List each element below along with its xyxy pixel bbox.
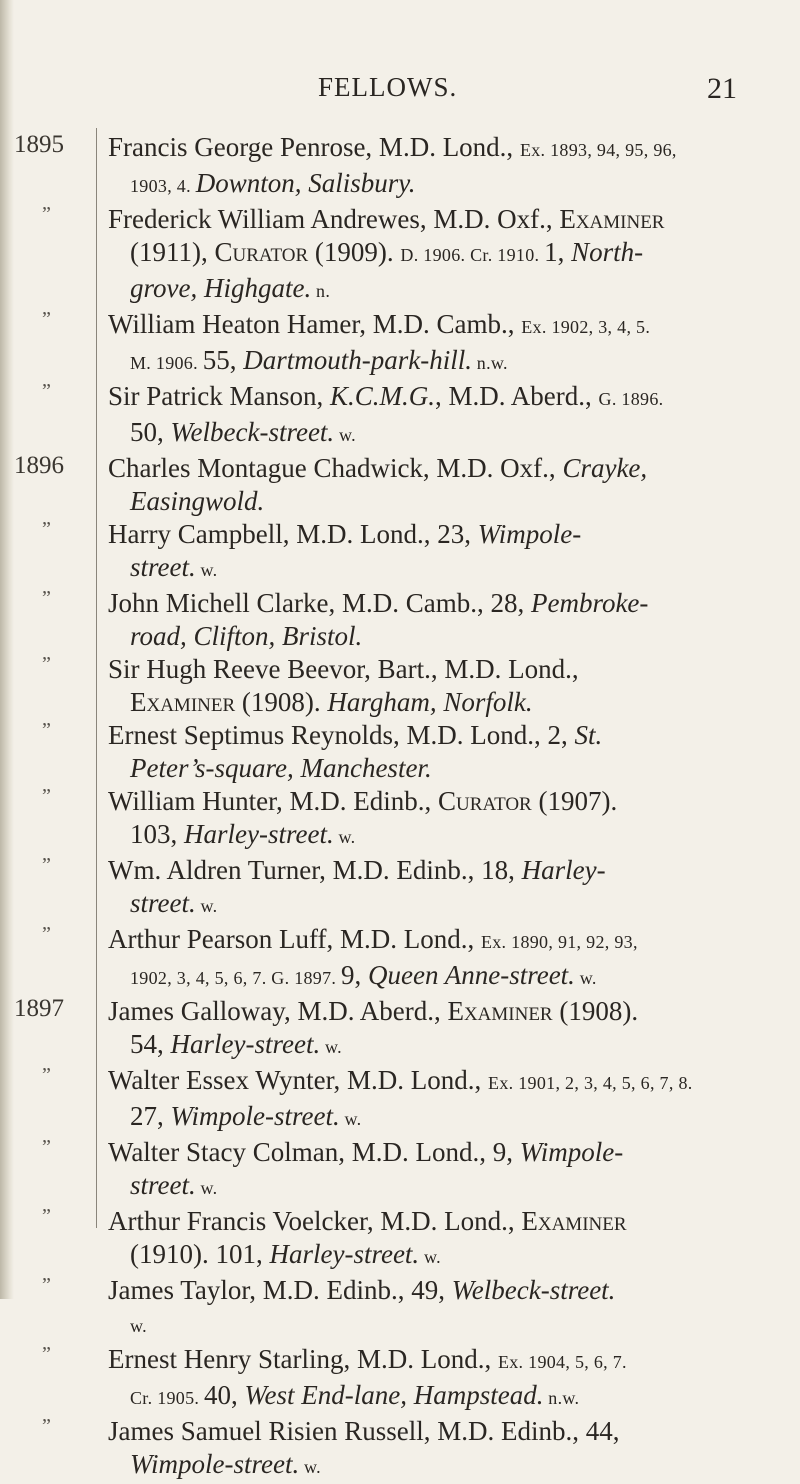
ditto-mark: ” (42, 308, 51, 330)
fellow-entry (0, 1205, 800, 1274)
entry-text: Harry Campbell, M.D. Lond., 23, Wimpole- street. w. (108, 519, 582, 582)
fellow-entry (0, 923, 800, 995)
entry-text: William Hunter, M.D. Edinb., Curator (1907). 103, Harley-street. w. (108, 786, 618, 849)
ditto-mark: ” (42, 1274, 51, 1296)
fellow-entry (0, 1136, 800, 1205)
ditto-mark: ” (42, 587, 51, 609)
ditto-mark: ” (42, 380, 51, 402)
entry-text: Walter Stacy Colman, M.D. Lond., 9, Wimpole- street. w. (108, 1137, 624, 1200)
entry-text: Frederick William Andrewes, M.D. Oxf., Examiner (1911), Curator (1909). D. 1906. Cr. 1910. 1, North- grove, Highgate. n. (108, 204, 665, 303)
entry-text: Ernest Septimus Reynolds, M.D. Lond., 2, St. Peter’s-square, Manchester. (108, 720, 603, 783)
fellow-entry (0, 1274, 800, 1343)
ditto-mark: ” (42, 1136, 51, 1158)
fellow-entry (0, 1343, 800, 1415)
ditto-mark: ” (42, 719, 51, 741)
fellow-entry (0, 719, 800, 785)
ditto-mark: ” (42, 1415, 51, 1437)
election-year: 1897 (14, 995, 64, 1022)
ditto-mark: ” (42, 785, 51, 807)
fellow-entry (0, 380, 800, 452)
fellow-entry (0, 452, 800, 518)
election-year: 1895 (14, 131, 64, 158)
ditto-mark: ” (42, 518, 51, 540)
entry-text: Sir Patrick Manson, K.C.M.G., M.D. Aberd., G. 1896. 50, Welbeck-street. w. (108, 381, 664, 447)
entry-text: Ernest Henry Starling, M.D. Lond., Ex. 1904, 5, 6, 7. Cr. 1905. 40, West End-lane, Hampstead. n.w. (108, 1344, 627, 1410)
fellow-entry (0, 1064, 800, 1136)
fellow-entry (0, 1415, 800, 1484)
entry-text: James Taylor, M.D. Edinb., 49, Welbeck-street. w. (108, 1275, 616, 1336)
entry-text: John Michell Clarke, M.D. Camb., 28, Pembroke- road, Clifton, Bristol. (108, 588, 649, 651)
entry-text: Walter Essex Wynter, M.D. Lond., Ex. 1901, 2, 3, 4, 5, 6, 7, 8. 27, Wimpole-street. w. (108, 1065, 693, 1131)
ditto-mark: ” (42, 1064, 51, 1086)
entry-text: James Galloway, M.D. Aberd., Examiner (1908). 54, Harley-street. w. (108, 996, 639, 1059)
fellows-list (0, 131, 800, 1484)
fellow-entry (0, 995, 800, 1064)
running-title: FELLOWS. (318, 72, 458, 102)
ditto-mark: ” (42, 1205, 51, 1227)
fellow-entry (0, 131, 800, 203)
ditto-mark: ” (42, 203, 51, 225)
fellow-entry (0, 653, 800, 719)
fellow-entry (0, 518, 800, 587)
page-header (0, 72, 800, 112)
ditto-mark: ” (42, 923, 51, 945)
entry-text: Wm. Aldren Turner, M.D. Edinb., 18, Harley- street. w. (108, 855, 606, 918)
entry-text: William Heaton Hamer, M.D. Camb., Ex. 1902, 3, 4, 5. M. 1906. 55, Dartmouth-park-hill. n.w. (108, 309, 651, 375)
ditto-mark: ” (42, 1343, 51, 1365)
fellow-entry (0, 785, 800, 854)
ditto-mark: ” (42, 854, 51, 876)
entry-text: Francis George Penrose, M.D. Lond., Ex. 1893, 94, 95, 96, 1903, 4. Downton, Salisbury. (108, 132, 677, 198)
fellow-entry (0, 587, 800, 653)
entry-text: Charles Montague Chadwick, M.D. Oxf., Crayke, Easingwold. (108, 453, 648, 516)
fellow-entry (0, 854, 800, 923)
fellow-entry (0, 203, 800, 308)
page-number: 21 (707, 72, 737, 105)
entry-text: Arthur Pearson Luff, M.D. Lond., Ex. 1890, 91, 92, 93, 1902, 3, 4, 5, 6, 7. G. 1897. 9, Queen Anne-street. w. (108, 924, 638, 990)
election-year: 1896 (14, 452, 64, 479)
entry-text: James Samuel Risien Russell, M.D. Edinb., 44, Wimpole-street. w. (108, 1416, 620, 1479)
fellow-entry (0, 308, 800, 380)
entry-text: Sir Hugh Reeve Beevor, Bart., M.D. Lond., Examiner (1908). Hargham, Norfolk. (108, 654, 579, 717)
ditto-mark: ” (42, 653, 51, 675)
entry-text: Arthur Francis Voelcker, M.D. Lond., Examiner (1910). 101, Harley-street. w. (108, 1206, 627, 1269)
